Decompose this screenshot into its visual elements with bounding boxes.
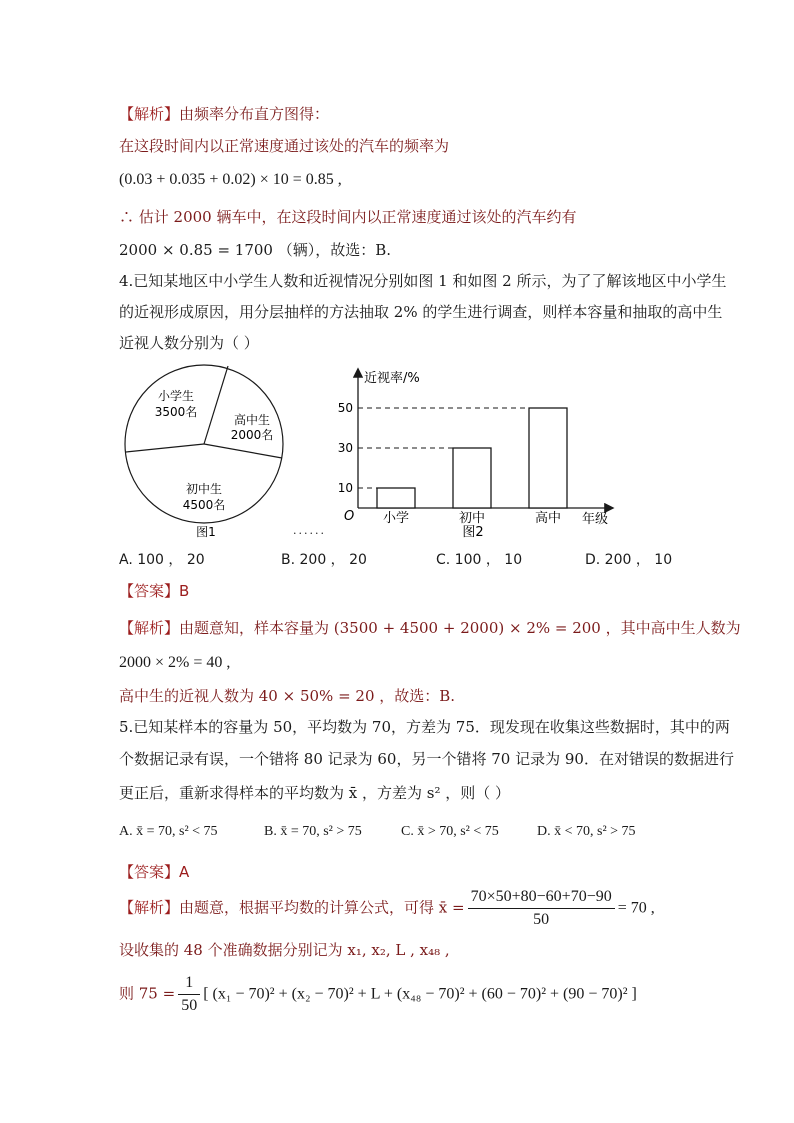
- q4-line-3: 近视人数分别为（ ）: [119, 334, 259, 352]
- mean-fraction: [468, 886, 615, 931]
- pie-count-high: 2000名: [230, 428, 274, 442]
- pie-label-high: 高中生: [233, 413, 271, 427]
- formula-line: (0.03 + 0.035 + 0.02) × 10 = 0.85 ,: [119, 171, 342, 188]
- q5-option-a: A. x̄ = 70, s² < 75: [119, 824, 218, 839]
- origin-label: O: [344, 509, 355, 524]
- answer-value: A: [179, 863, 190, 881]
- q4-analysis-line-2: 2000 × 2% = 40 ,: [119, 654, 231, 671]
- analysis-tag: 【解析】: [119, 105, 180, 123]
- pie-count-middle: 4500名: [182, 498, 226, 512]
- variance-sum: [ (x₁ − 70)² + (x₂ − 70)² + L + (x₄₈ − 70)² + (60 − 70)² + (90 − 70)² ]: [203, 985, 637, 1003]
- q5-analysis-line-1: [119, 886, 655, 931]
- q5-option-b: B. x̄ = 70, s² > 75: [264, 824, 362, 839]
- q4-option-b: B. 200 ， 20: [281, 552, 367, 568]
- q5-analysis-line-2: 设收集的 48 个准确数据分别记为 x₁, x₂, L , x₄₈ ,: [119, 941, 450, 959]
- analysis-tag: 【解析】: [119, 619, 180, 637]
- answer-value: B: [179, 582, 190, 600]
- q4-line-1: 4.已知某地区中小学生人数和近视情况分别如图 1 和如图 2 所示，为了了解该地区中小学生: [119, 272, 727, 290]
- analysis-line-4: ∴ 估计 2000 辆车中，在这段时间内以正常速度通过该处的汽车约有: [119, 208, 577, 226]
- q4-analysis-line-1: [119, 618, 741, 638]
- bar-chart: [330, 360, 630, 545]
- y-axis-label: 近视率/%: [364, 371, 420, 386]
- q5-answer-line: [119, 862, 189, 882]
- pie-divider-2: [204, 444, 282, 458]
- bar-初中: [453, 448, 491, 508]
- chart-caption: 图2: [462, 525, 484, 540]
- q4-line-2: 的近视形成原因，用分层抽样的方法抽取 2% 的学生进行调查，则样本容量和抽取的高中生: [119, 303, 723, 321]
- q5-line-2: 个数据记录有误，一个错将 80 记录为 60，另一个错将 70 记录为 90．在对错误的数据进行: [119, 750, 734, 768]
- fraction-denominator: 50: [533, 911, 550, 928]
- mean-result: = 70 ,: [617, 899, 655, 917]
- q5-option-d: D. x̄ < 70, s² > 75: [537, 824, 636, 839]
- bar-高中: [529, 408, 567, 508]
- x-tick-label: 高中: [534, 511, 562, 526]
- analysis-line-1: [119, 104, 329, 124]
- x-tick-label: 小学: [382, 511, 410, 526]
- variance-prefix: 则 75 =: [119, 984, 176, 1003]
- pie-divider-1: [204, 366, 228, 444]
- pie-chart: [118, 362, 293, 542]
- q5-analysis-line-3: [119, 972, 637, 1017]
- fraction-numerator: 70×50+80−60+70−90: [468, 886, 615, 909]
- q5-line-1: 5.已知某样本的容量为 50，平均数为 70，方差为 75．现发现在收集这些数据时，其中的两: [119, 718, 730, 736]
- fraction-numerator: 1: [178, 972, 200, 995]
- q5-line-3: 更正后，重新求得样本的平均数为 x̄ ，方差为 s² ，则（ ）: [119, 784, 511, 802]
- analysis-tag: 【解析】: [119, 898, 180, 917]
- pie-label-middle: 初中生: [185, 482, 223, 496]
- analysis-text: 由题意知，样本容量为 (3500 + 4500 + 2000) × 2% = 200 ，其中高中生人数为: [179, 619, 741, 637]
- bar-小学: [377, 488, 415, 508]
- q4-answer-line: [119, 581, 189, 601]
- answer-tag: 【答案】: [119, 863, 180, 881]
- variance-fraction: [178, 972, 200, 1017]
- analysis-text: 由频率分布直方图得：: [179, 105, 330, 123]
- y-tick-label: 50: [337, 401, 353, 415]
- figure-dots: ......: [293, 524, 326, 537]
- q4-option-a: A. 100 ， 20: [119, 552, 205, 568]
- q4-analysis-line-3: 高中生的近视人数为 40 × 50% = 20 ，故选：B.: [119, 687, 456, 705]
- pie-label-primary: 小学生: [157, 389, 195, 403]
- y-tick-label: 10: [337, 481, 353, 495]
- analysis-line-5: 2000 × 0.85 = 1700 （辆），故选：B.: [119, 241, 392, 259]
- q4-option-c: C. 100 ， 10: [436, 552, 523, 568]
- y-tick-label: 30: [337, 441, 353, 455]
- pie-caption: 图1: [196, 525, 216, 539]
- answer-tag: 【答案】: [119, 582, 180, 600]
- x-axis-label: 年级: [582, 512, 609, 527]
- analysis-line-2: 在这段时间内以正常速度通过该处的汽车的频率为: [119, 137, 450, 155]
- q5-option-c: C. x̄ > 70, s² < 75: [401, 824, 499, 839]
- pie-divider-3: [126, 444, 204, 452]
- pie-count-primary: 3500名: [154, 405, 198, 419]
- fraction-denominator: 50: [181, 997, 198, 1014]
- x-tick-label: 初中: [458, 511, 486, 526]
- q4-option-d: D. 200 ， 10: [585, 552, 673, 568]
- analysis-text: 由题意，根据平均数的计算公式，可得 x̄ =: [179, 898, 465, 917]
